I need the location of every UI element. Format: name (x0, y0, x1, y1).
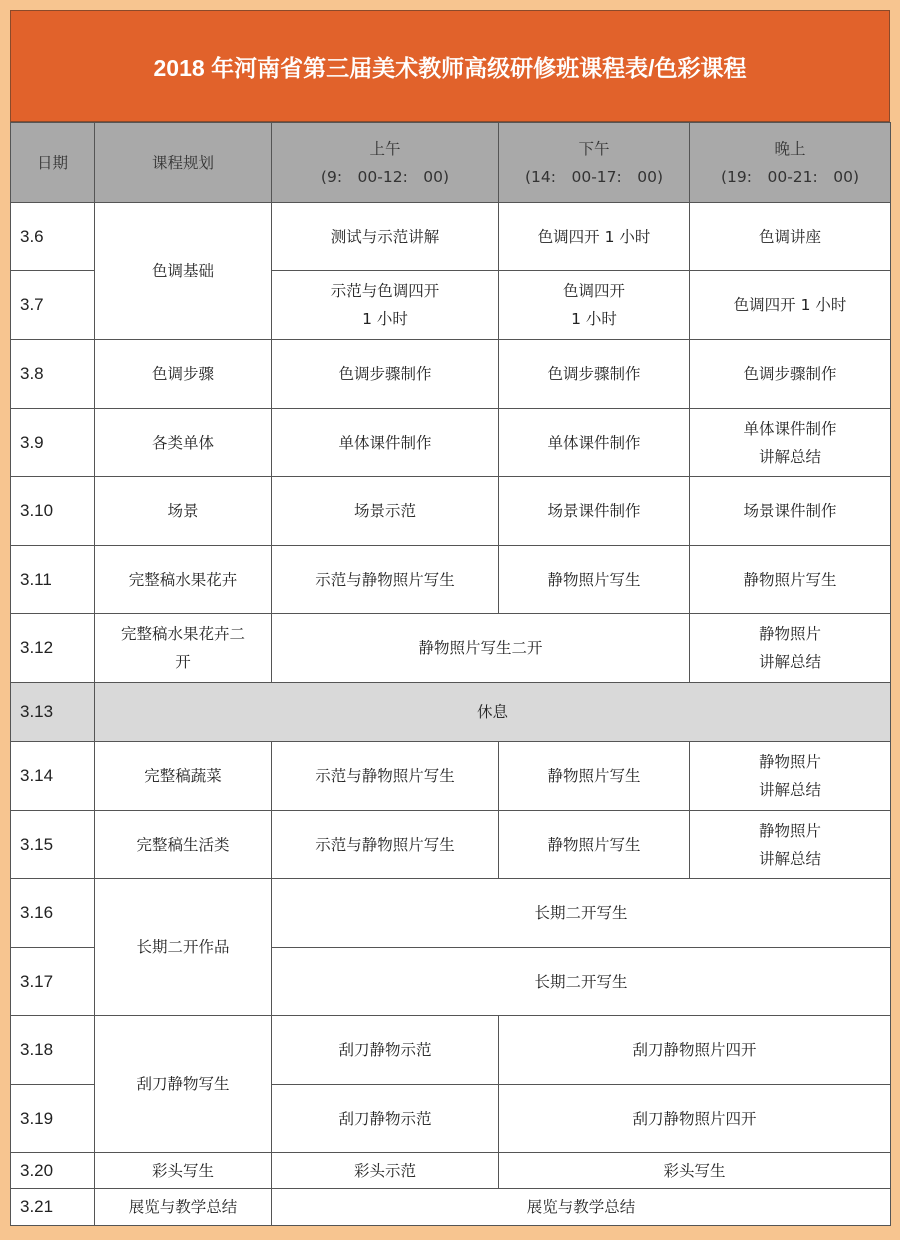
course-cell: 色调讲座 (690, 203, 891, 271)
date-cell: 3.12 (11, 614, 95, 683)
schedule-table (10, 122, 891, 1226)
date-cell: 3.17 (11, 948, 95, 1016)
date-cell: 3.19 (11, 1085, 95, 1153)
course-cell: 示范与色调四开 1 小时 (272, 271, 499, 340)
page-title: 2018 年河南省第三届美术教师高级研修班课程表/色彩课程 (10, 10, 890, 122)
course-cell: 静物照片 讲解总结 (690, 614, 891, 683)
date-cell: 3.11 (11, 546, 95, 614)
course-cell: 刮刀静物照片四开 (499, 1016, 891, 1085)
table-row (11, 340, 891, 409)
date-cell: 3.14 (11, 742, 95, 811)
course-cell: 完整稿水果花卉 (95, 546, 272, 614)
course-cell: 示范与静物照片写生 (272, 742, 499, 811)
course-cell: 静物照片写生 (499, 742, 690, 811)
course-cell: 刮刀静物示范 (272, 1016, 499, 1085)
date-cell: 3.13 (11, 683, 95, 742)
course-cell: 测试与示范讲解 (272, 203, 499, 271)
table-row (11, 614, 891, 683)
date-cell: 3.20 (11, 1153, 95, 1189)
header-evening: 晚上 (19: 00-21: 00) (690, 123, 891, 203)
table-row (11, 1016, 891, 1085)
date-cell: 3.8 (11, 340, 95, 409)
course-cell: 展览与教学总结 (272, 1189, 891, 1226)
course-cell: 场景课件制作 (690, 477, 891, 546)
course-cell: 完整稿生活类 (95, 811, 272, 879)
course-cell: 示范与静物照片写生 (272, 811, 499, 879)
course-cell: 完整稿水果花卉二 开 (95, 614, 272, 683)
date-cell: 3.18 (11, 1016, 95, 1085)
course-cell: 色调四开 1 小时 (690, 271, 891, 340)
date-cell: 3.10 (11, 477, 95, 546)
course-cell: 色调四开 1 小时 (499, 203, 690, 271)
course-cell: 刮刀静物写生 (95, 1016, 272, 1153)
date-cell: 3.6 (11, 203, 95, 271)
table-row (11, 879, 891, 948)
course-cell: 静物照片写生 (690, 546, 891, 614)
course-cell: 静物照片 讲解总结 (690, 742, 891, 811)
course-cell: 色调步骤制作 (272, 340, 499, 409)
course-cell: 长期二开作品 (95, 879, 272, 1016)
course-cell: 示范与静物照片写生 (272, 546, 499, 614)
date-cell: 3.9 (11, 409, 95, 477)
table-row (11, 546, 891, 614)
course-cell: 静物照片 讲解总结 (690, 811, 891, 879)
course-cell: 静物照片写生 (499, 546, 690, 614)
header-course-plan: 课程规划 (95, 123, 272, 203)
course-cell: 场景示范 (272, 477, 499, 546)
table-row (11, 1153, 891, 1189)
header-date: 日期 (11, 123, 95, 203)
course-cell: 色调步骤 (95, 340, 272, 409)
course-cell: 休息 (95, 683, 891, 742)
course-cell: 刮刀静物照片四开 (499, 1085, 891, 1153)
course-cell: 长期二开写生 (272, 879, 891, 948)
course-cell: 静物照片写生 (499, 811, 690, 879)
header-morning: 上午 (9: 00-12: 00) (272, 123, 499, 203)
header-row (11, 123, 891, 203)
date-cell: 3.15 (11, 811, 95, 879)
course-cell: 彩头示范 (272, 1153, 499, 1189)
course-cell: 展览与教学总结 (95, 1189, 272, 1226)
course-cell: 各类单体 (95, 409, 272, 477)
course-cell: 色调基础 (95, 203, 272, 340)
course-cell: 单体课件制作 讲解总结 (690, 409, 891, 477)
table-row (11, 811, 891, 879)
table-row (11, 409, 891, 477)
table-row (11, 477, 891, 546)
course-cell: 单体课件制作 (272, 409, 499, 477)
course-cell: 刮刀静物示范 (272, 1085, 499, 1153)
table-row (11, 1189, 891, 1226)
schedule-sheet (10, 10, 890, 1226)
header-afternoon: 下午 (14: 00-17: 00) (499, 123, 690, 203)
date-cell: 3.7 (11, 271, 95, 340)
course-cell: 长期二开写生 (272, 948, 891, 1016)
course-cell: 彩头写生 (95, 1153, 272, 1189)
course-cell: 色调步骤制作 (499, 340, 690, 409)
course-cell: 单体课件制作 (499, 409, 690, 477)
table-row (11, 742, 891, 811)
date-cell: 3.16 (11, 879, 95, 948)
course-cell: 色调四开 1 小时 (499, 271, 690, 340)
course-cell: 完整稿蔬菜 (95, 742, 272, 811)
date-cell: 3.21 (11, 1189, 95, 1226)
course-cell: 彩头写生 (499, 1153, 891, 1189)
course-cell: 场景课件制作 (499, 477, 690, 546)
course-cell: 场景 (95, 477, 272, 546)
table-row (11, 203, 891, 271)
table-row (11, 683, 891, 742)
course-cell: 静物照片写生二开 (272, 614, 690, 683)
course-cell: 色调步骤制作 (690, 340, 891, 409)
